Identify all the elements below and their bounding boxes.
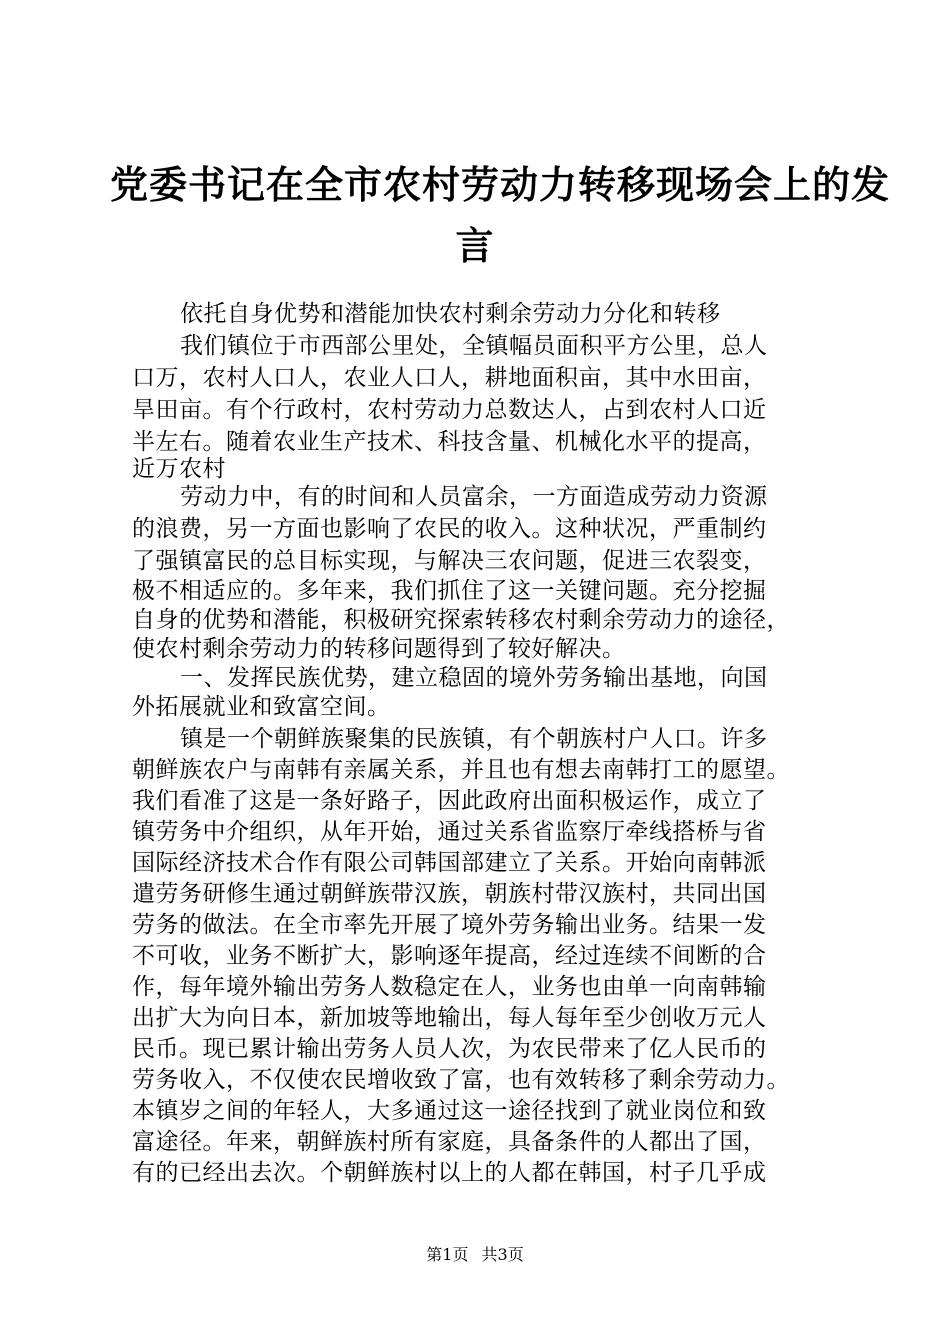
body-line: 我们镇位于市西部公里处，全镇幅员面积平方公里，总人 bbox=[180, 333, 768, 359]
body-line: 镇劳务中介组织，从年开始，通过关系省监察厅牵线搭桥与省 bbox=[132, 819, 767, 845]
body-line: 使农村剩余劳动力的转移问题得到了较好解决。 bbox=[132, 636, 626, 662]
page-number: 第1页 bbox=[426, 1245, 469, 1264]
body-line: 朝鲜族农户与南韩有亲属关系，并且也有想去南韩打工的愿望。 bbox=[132, 757, 790, 783]
body-line: 的浪费，另一方面也影响了农民的收入。这种状况，严重制约 bbox=[132, 516, 767, 542]
body-line: 自身的优势和潜能，积极研究探索转移农村剩余劳动力的途径， bbox=[132, 607, 790, 633]
body-line: 了强镇富民的总目标实现，与解决三农问题，促进三农裂变， bbox=[132, 548, 767, 574]
body-line: 半左右。随着农业生产技术、科技含量、机械化水平的提高， bbox=[132, 429, 767, 455]
body-line: 劳务的做法。在全市率先开展了境外劳务输出业务。结果一发 bbox=[132, 912, 767, 938]
body-line: 劳动力中，有的时间和人员富余，一方面造成劳动力资源 bbox=[180, 484, 768, 510]
body-line: 民币。现已累计输出劳务人员人次，为农民带来了亿人民币的 bbox=[132, 1036, 767, 1062]
body-line: 国际经济技术合作有限公司韩国部建立了关系。开始向南韩派 bbox=[132, 850, 767, 876]
body-line: 劳务收入，不仅使农民增收致了富，也有效转移了剩余劳动力。 bbox=[132, 1067, 790, 1093]
body-line: 镇是一个朝鲜族聚集的民族镇，有个朝族村户人口。许多 bbox=[180, 726, 768, 752]
body-line: 富途径。年来，朝鲜族村所有家庭，具备条件的人都出了国， bbox=[132, 1129, 767, 1155]
section-heading: 一、发挥民族优势，建立稳固的境外劳务输出基地，向国 bbox=[180, 665, 768, 691]
body-line: 遣劳务研修生通过朝鲜族带汉族，朝族村带汉族村，共同出国 bbox=[132, 881, 767, 907]
body-line: 极不相适应的。多年来，我们抓住了这一关键问题。充分挖掘 bbox=[132, 578, 767, 604]
section-heading: 外拓展就业和致富空间。 bbox=[132, 694, 391, 720]
body-line: 作，每年境外输出劳务人数稳定在人，业务也由单一向南韩输 bbox=[132, 974, 767, 1000]
document-title-line-2: 言 bbox=[455, 223, 495, 268]
body-line: 旱田亩。有个行政村，农村劳动力总数达人，占到农村人口近 bbox=[132, 397, 767, 423]
body-line: 出扩大为向日本，新加坡等地输出，每人每年至少创收万元人 bbox=[132, 1005, 767, 1031]
body-line: 近万农村 bbox=[132, 456, 226, 482]
body-line: 口万，农村人口人，农业人口人，耕地面积亩，其中水田亩， bbox=[132, 365, 767, 391]
body-line: 不可收，业务不断扩大，影响逐年提高，经过连续不间断的合 bbox=[132, 943, 767, 969]
body-line: 有的已经出去次。个朝鲜族村以上的人都在韩国，村子几乎成 bbox=[132, 1160, 767, 1186]
page-footer bbox=[0, 1244, 950, 1266]
body-line: 本镇岁之间的年轻人，大多通过这一途径找到了就业岗位和致 bbox=[132, 1098, 767, 1124]
document-title-line-1: 党委书记在全市农村劳动力转移现场会上的发 bbox=[110, 162, 891, 207]
page-total: 共3页 bbox=[481, 1245, 524, 1264]
subtitle: 依托自身优势和潜能加快农村剩余劳动力分化和转移 bbox=[180, 301, 721, 327]
body-line: 我们看准了这是一条好路子，因此政府出面积极运作，成立了 bbox=[132, 788, 767, 814]
